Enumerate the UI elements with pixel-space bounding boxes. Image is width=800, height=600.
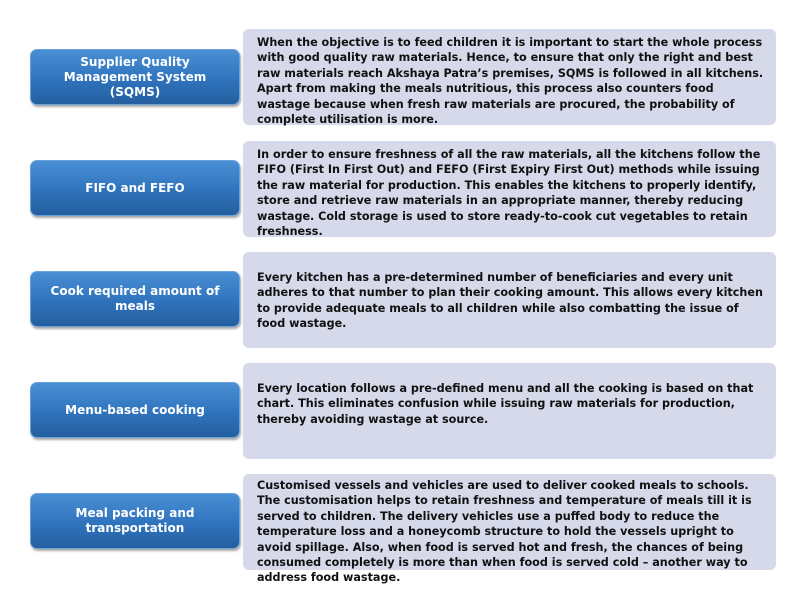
description-box-menu-based: Every location follows a pre-defined menu and all the cooking is based on that chart. This eliminates confusion while issuing raw materials for production, thereby avoiding wastage at source. bbox=[243, 363, 776, 459]
description-box-meal-packing: Customised vessels and vehicles are used to deliver cooked meals to schools. The customisation helps to retain freshness and temperature of meals till it is served to children. The delivery vehicles use a puffed body to reduce the temperature loss and a honeycomb structure to hold the vessels upright to avoid spillage. Also, when food is served hot and fresh, the chances of being consumed completely is more than when food is served cold – another way to address food wastage. bbox=[243, 474, 776, 570]
description-box-sqms: When the objective is to feed children it is important to start the whole process with good quality raw materials. Hence, to ensure that only the right and best raw materials reach Akshaya Patra’s premises, SQMS is followed in all kitchens. Apart from making the meals nutritious, this process also counters food wastage because when fresh raw materials are procured, the probability of complete utilisation is more. bbox=[243, 29, 776, 125]
label-box-menu-based: Menu-based cooking bbox=[30, 382, 240, 438]
label-box-meal-packing: Meal packing and transportation bbox=[30, 493, 240, 549]
label-box-fifo-fefo: FIFO and FEFO bbox=[30, 160, 240, 216]
label-box-cook-required: Cook required amount of meals bbox=[30, 271, 240, 327]
label-box-sqms: Supplier Quality Management System (SQMS) bbox=[30, 49, 240, 105]
description-box-fifo-fefo: In order to ensure freshness of all the raw materials, all the kitchens follow the FIFO (First In First Out) and FEFO (First Expiry First Out) methods while issuing the raw material for production. This enables the kitchens to properly identify, store and retrieve raw materials in an appropriate manner, thereby reducing wastage. Cold storage is used to store ready-to-cook cut vegetables to retain freshness. bbox=[243, 141, 776, 237]
description-box-cook-required: Every kitchen has a pre-determined number of beneficiaries and every unit adheres to that number to plan their cooking amount. This allows every kitchen to provide adequate meals to all children while also combatting the issue of food wastage. bbox=[243, 252, 776, 348]
